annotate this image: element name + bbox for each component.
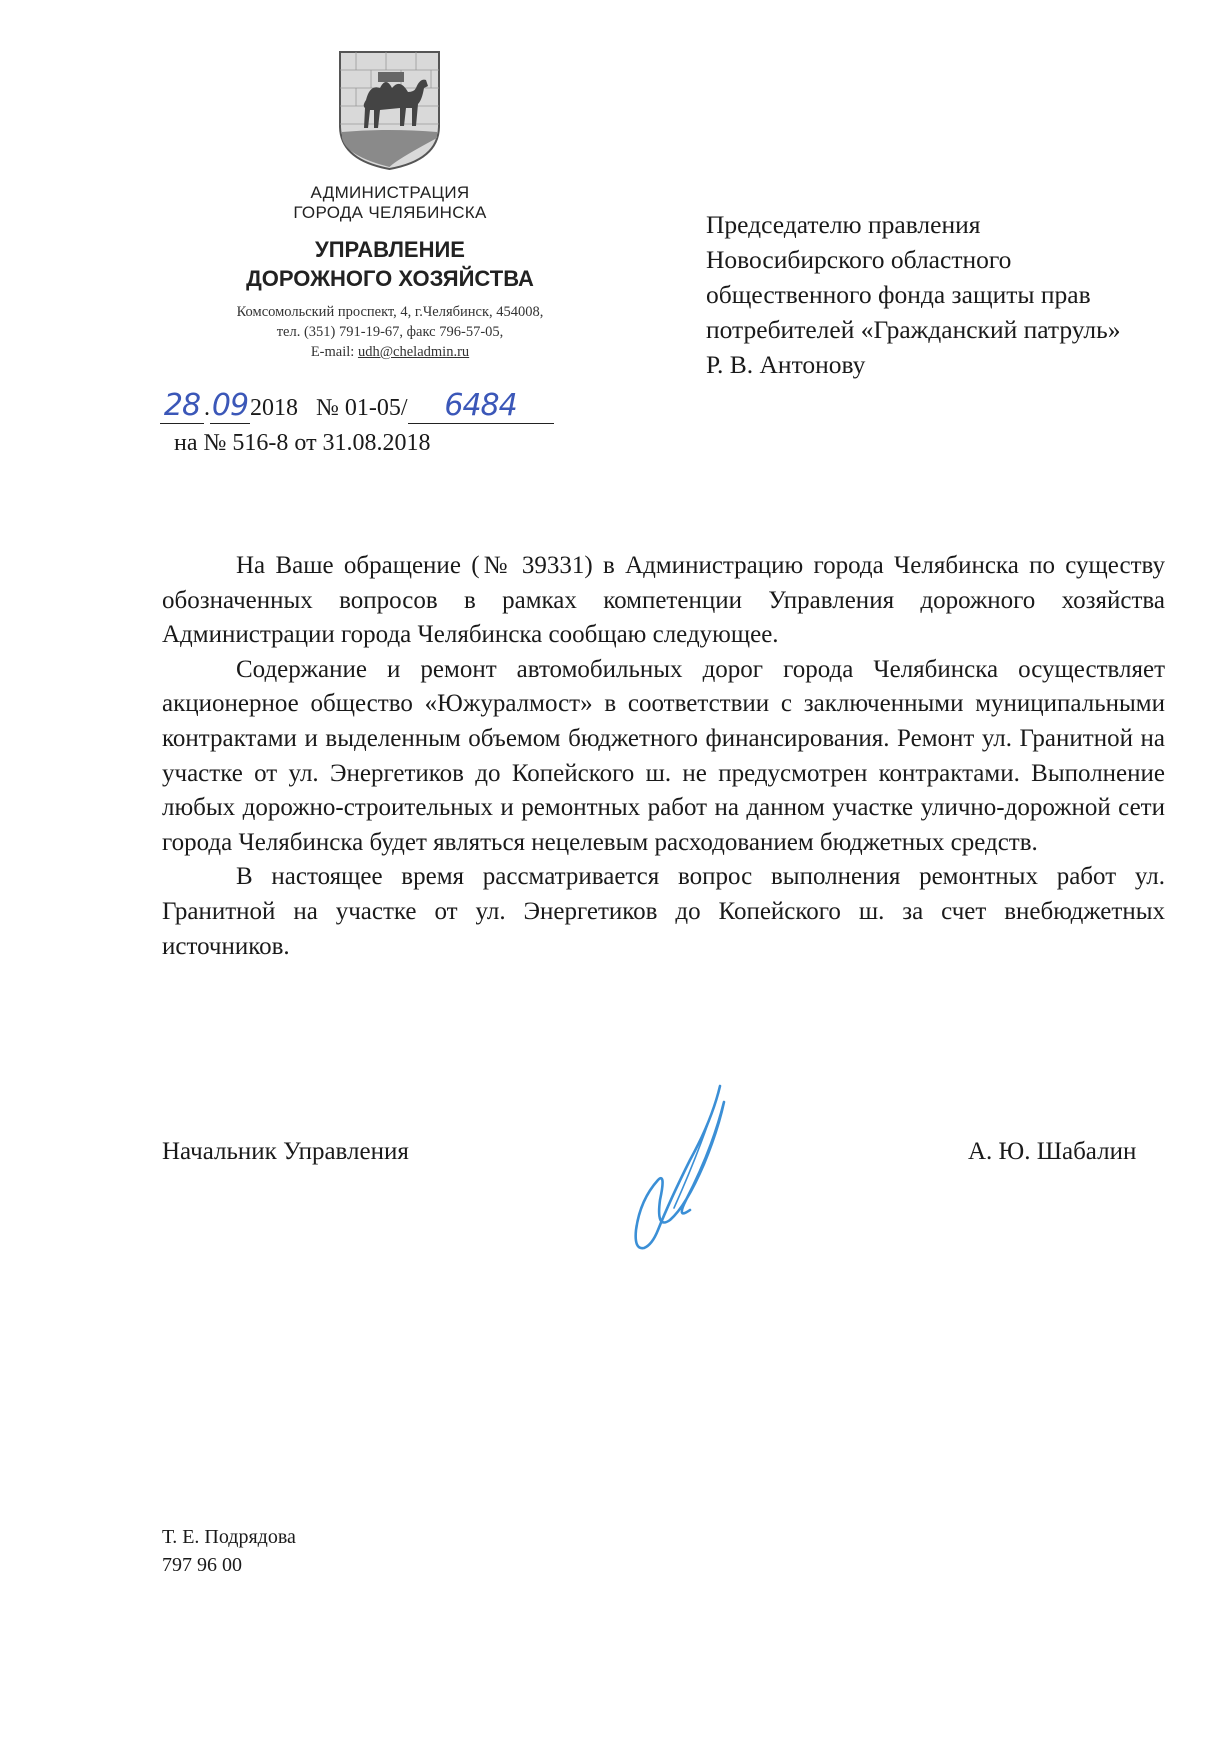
- coat-of-arms-icon: [336, 48, 443, 172]
- body-paragraph-1: На Ваше обращение (№ 39331) в Администрацию города Челябинска по существу обозначенных вопросов в рамках компетенции Управления дорожного хозяйства Администрации города Челябинска сообщаю следующее.: [162, 552, 1165, 649]
- addressee-line5: Р. В. Антонову: [706, 350, 866, 379]
- department-name-line2: ДОРОЖНОГО ХОЗЯЙСТВА: [246, 266, 534, 291]
- department-name-line1: УПРАВЛЕНИЕ: [315, 237, 465, 262]
- addressee-line4: потребителей «Гражданский патруль»: [706, 315, 1121, 344]
- email-line: [170, 342, 610, 362]
- reg-year: 2018: [250, 395, 298, 421]
- email-label: E-mail:: [310, 344, 358, 360]
- body-paragraph-2: Содержание и ремонт автомобильных дорог города Челябинска осуществляет акционерное общество «Южуралмост» в соответствии с заключенными муниципальными контрактами и выделенным объемом бюджетного финансирования. Ремонт ул. Гранитной на участке от ул. Энергетиков до Копейского ш. не предусмотрен контрактами. Выполнение любых дорожно-строительных и ремонтных работ на данном участке улично-дорожной сети города Челябинска будет являться нецелевым расходованием бюджетных средств.: [162, 655, 1165, 856]
- addressee-line3: общественного фонда защиты прав: [706, 280, 1091, 309]
- signatory-position: Начальник Управления: [162, 1138, 409, 1165]
- executor-name: Т. Е. Подрядова: [162, 1526, 296, 1548]
- signatory-name: А. Ю. Шабалин: [968, 1138, 1137, 1165]
- address-line2: тел. (351) 791-19-67, факс 796-57-05,: [276, 324, 504, 340]
- org-name-line1: АДМИНИСТРАЦИЯ: [310, 183, 470, 202]
- reply-reference: на № 516-8 от 31.08.2018: [174, 430, 431, 456]
- address-line1: Комсомольский проспект, 4, г.Челябинск, 454008,: [236, 304, 544, 320]
- reg-number-prefix: № 01-05/: [316, 395, 408, 421]
- email-link[interactable]: udh@cheladmin.ru: [357, 344, 470, 360]
- executor-phone: 797 96 00: [162, 1554, 242, 1576]
- reg-day: 28: [160, 388, 204, 424]
- reg-number: 6484: [408, 388, 554, 424]
- org-name-line2: ГОРОДА ЧЕЛЯБИНСКА: [293, 203, 487, 222]
- registration-line: 28 .092018 № 01-05/ 6484: [160, 388, 554, 424]
- handwritten-signature-icon: [600, 1080, 750, 1270]
- addressee-line2: Новосибирского областного: [706, 245, 1012, 274]
- body-paragraph-3: В настоящее время рассматривается вопрос выполнения ремонтных работ ул. Гранитной на участке от ул. Энергетиков до Копейского ш. за счет внебюджетных источников.: [162, 863, 1165, 960]
- addressee-block: [706, 207, 1206, 382]
- letter-body: [162, 549, 1165, 964]
- reg-month: 09: [211, 388, 249, 423]
- addressee-line1: Председателю правления: [706, 210, 981, 239]
